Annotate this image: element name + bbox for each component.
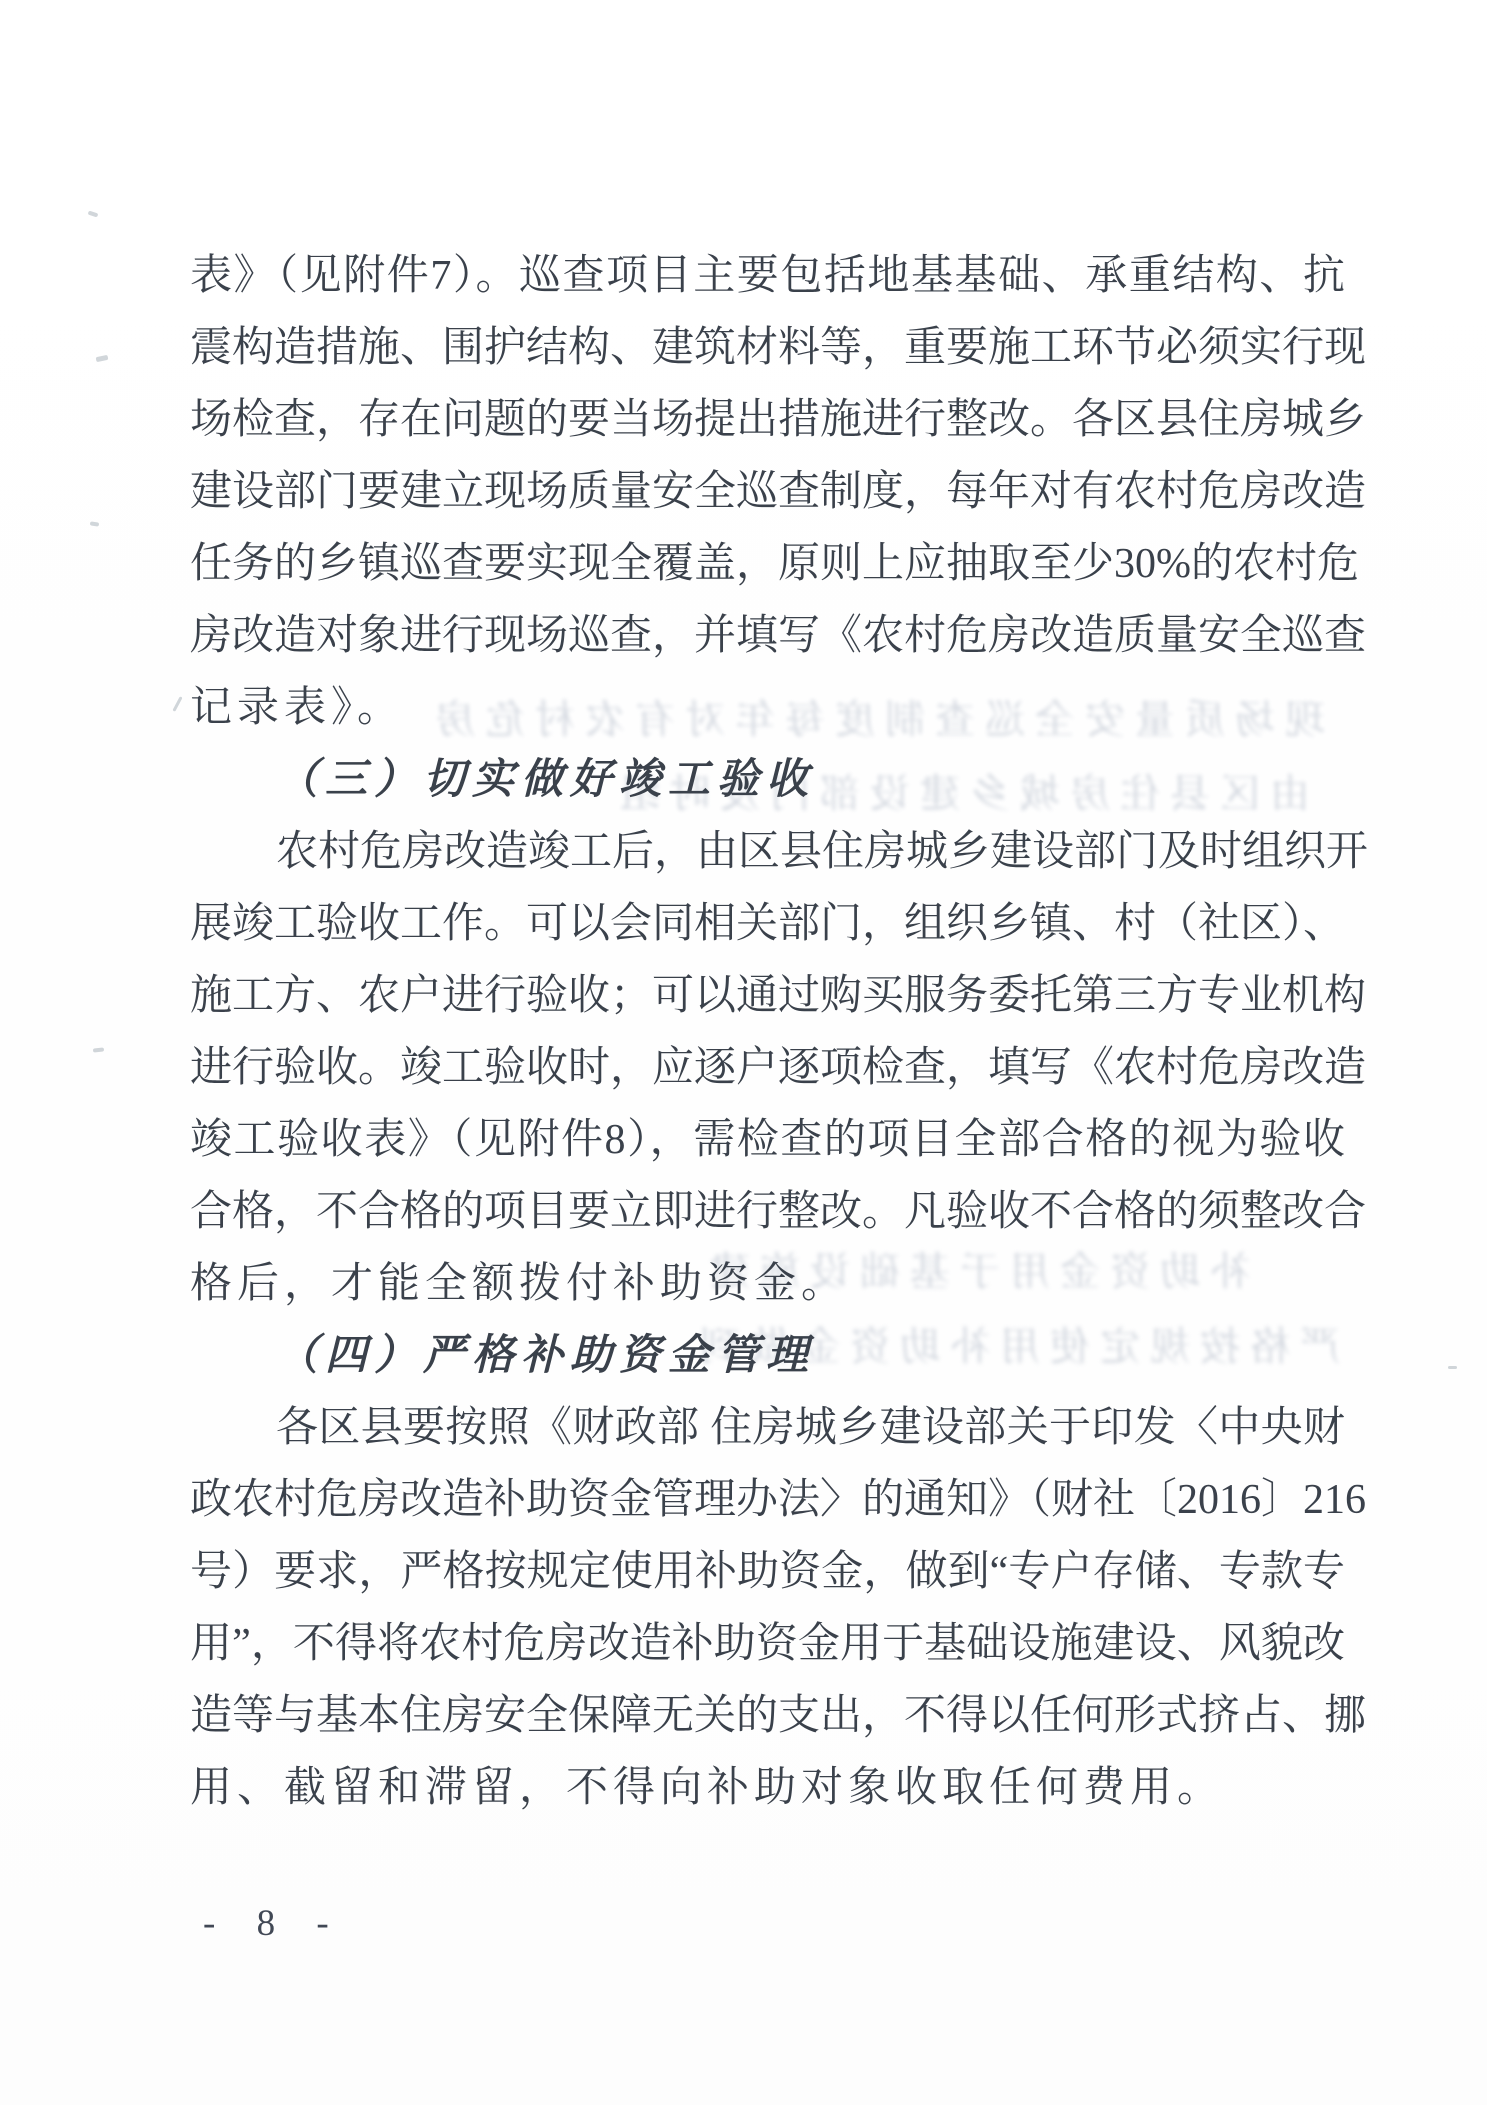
- text-line: 场检查，存在问题的要当场提出措施进行整改。各区县住房城乡: [190, 397, 1367, 443]
- text-line: 各区县要按照《财政部 住房城乡建设部关于印发〈中央财: [276, 1405, 1345, 1451]
- text-line: 记录表》。: [190, 685, 405, 731]
- text-line: 震构造措施、围护结构、建筑材料等，重要施工环节必须实行现: [190, 325, 1367, 371]
- text-line: 表》（见附件7）。巡查项目主要包括地基基础、承重结构、抗: [190, 253, 1345, 299]
- text-line: 造等与基本住房安全保障无关的支出，不得以任何形式挤占、挪: [190, 1693, 1367, 1739]
- bleed-through-text: 由区县住房城乡建设部门及时组: [610, 771, 1310, 816]
- text-line: 任务的乡镇巡查要实现全覆盖，原则上应抽取至少30%的农村危: [190, 541, 1359, 587]
- scan-speck: [1448, 1366, 1457, 1369]
- scan-speck: [88, 211, 99, 218]
- bleed-through-text: 现场质量安全巡查制度每年对有农村危房: [425, 697, 1325, 742]
- page-number: - 8 -: [203, 1903, 338, 1944]
- bleed-through-text: 严格按规定使用补助资金做到: [690, 1324, 1340, 1369]
- text-line: 格后，才能全额拨付补助资金。: [190, 1261, 849, 1307]
- text-line: 政农村危房改造补助资金管理办法〉的通知》（财社〔2016〕216: [190, 1477, 1367, 1523]
- bleed-through-text: 补助资金用于基础设施建: [700, 1249, 1250, 1294]
- text-line: 进行验收。竣工验收时，应逐户逐项检查，填写《农村危房改造: [190, 1045, 1367, 1091]
- text-line: 竣工验收表》（见附件8），需检查的项目全部合格的视为验收: [190, 1117, 1345, 1163]
- text-line: 用”，不得将农村危房改造补助资金用于基础设施建设、风貌改: [190, 1621, 1345, 1667]
- text-line: 展竣工验收工作。可以会同相关部门，组织乡镇、村（社区）、: [190, 901, 1346, 947]
- scan-speck: [172, 696, 182, 712]
- text-line: 合格，不合格的项目要立即进行整改。凡验收不合格的须整改合: [190, 1189, 1367, 1235]
- text-line: 农村危房改造竣工后，由区县住房城乡建设部门及时组织开: [276, 829, 1369, 875]
- text-line: 房改造对象进行现场巡查，并填写《农村危房改造质量安全巡查: [190, 613, 1367, 659]
- section-heading-line: （三）切实做好竣工验收: [276, 757, 816, 803]
- text-line: 建设部门要建立现场质量安全巡查制度，每年对有农村危房改造: [190, 469, 1367, 515]
- document-body: [190, 240, 1369, 1824]
- text-line: 号）要求，严格按规定使用补助资金，做到“专户存储、专款专: [190, 1549, 1345, 1595]
- scan-speck: [93, 1047, 104, 1052]
- scan-speck: [96, 355, 109, 362]
- text-line: 施工方、农户进行验收；可以通过购买服务委托第三方专业机构: [190, 973, 1367, 1019]
- scan-speck: [90, 521, 99, 526]
- text-line: 用、截留和滞留，不得向补助对象收取任何费用。: [190, 1765, 1225, 1811]
- section-heading-line: （四）严格补助资金管理: [276, 1333, 816, 1379]
